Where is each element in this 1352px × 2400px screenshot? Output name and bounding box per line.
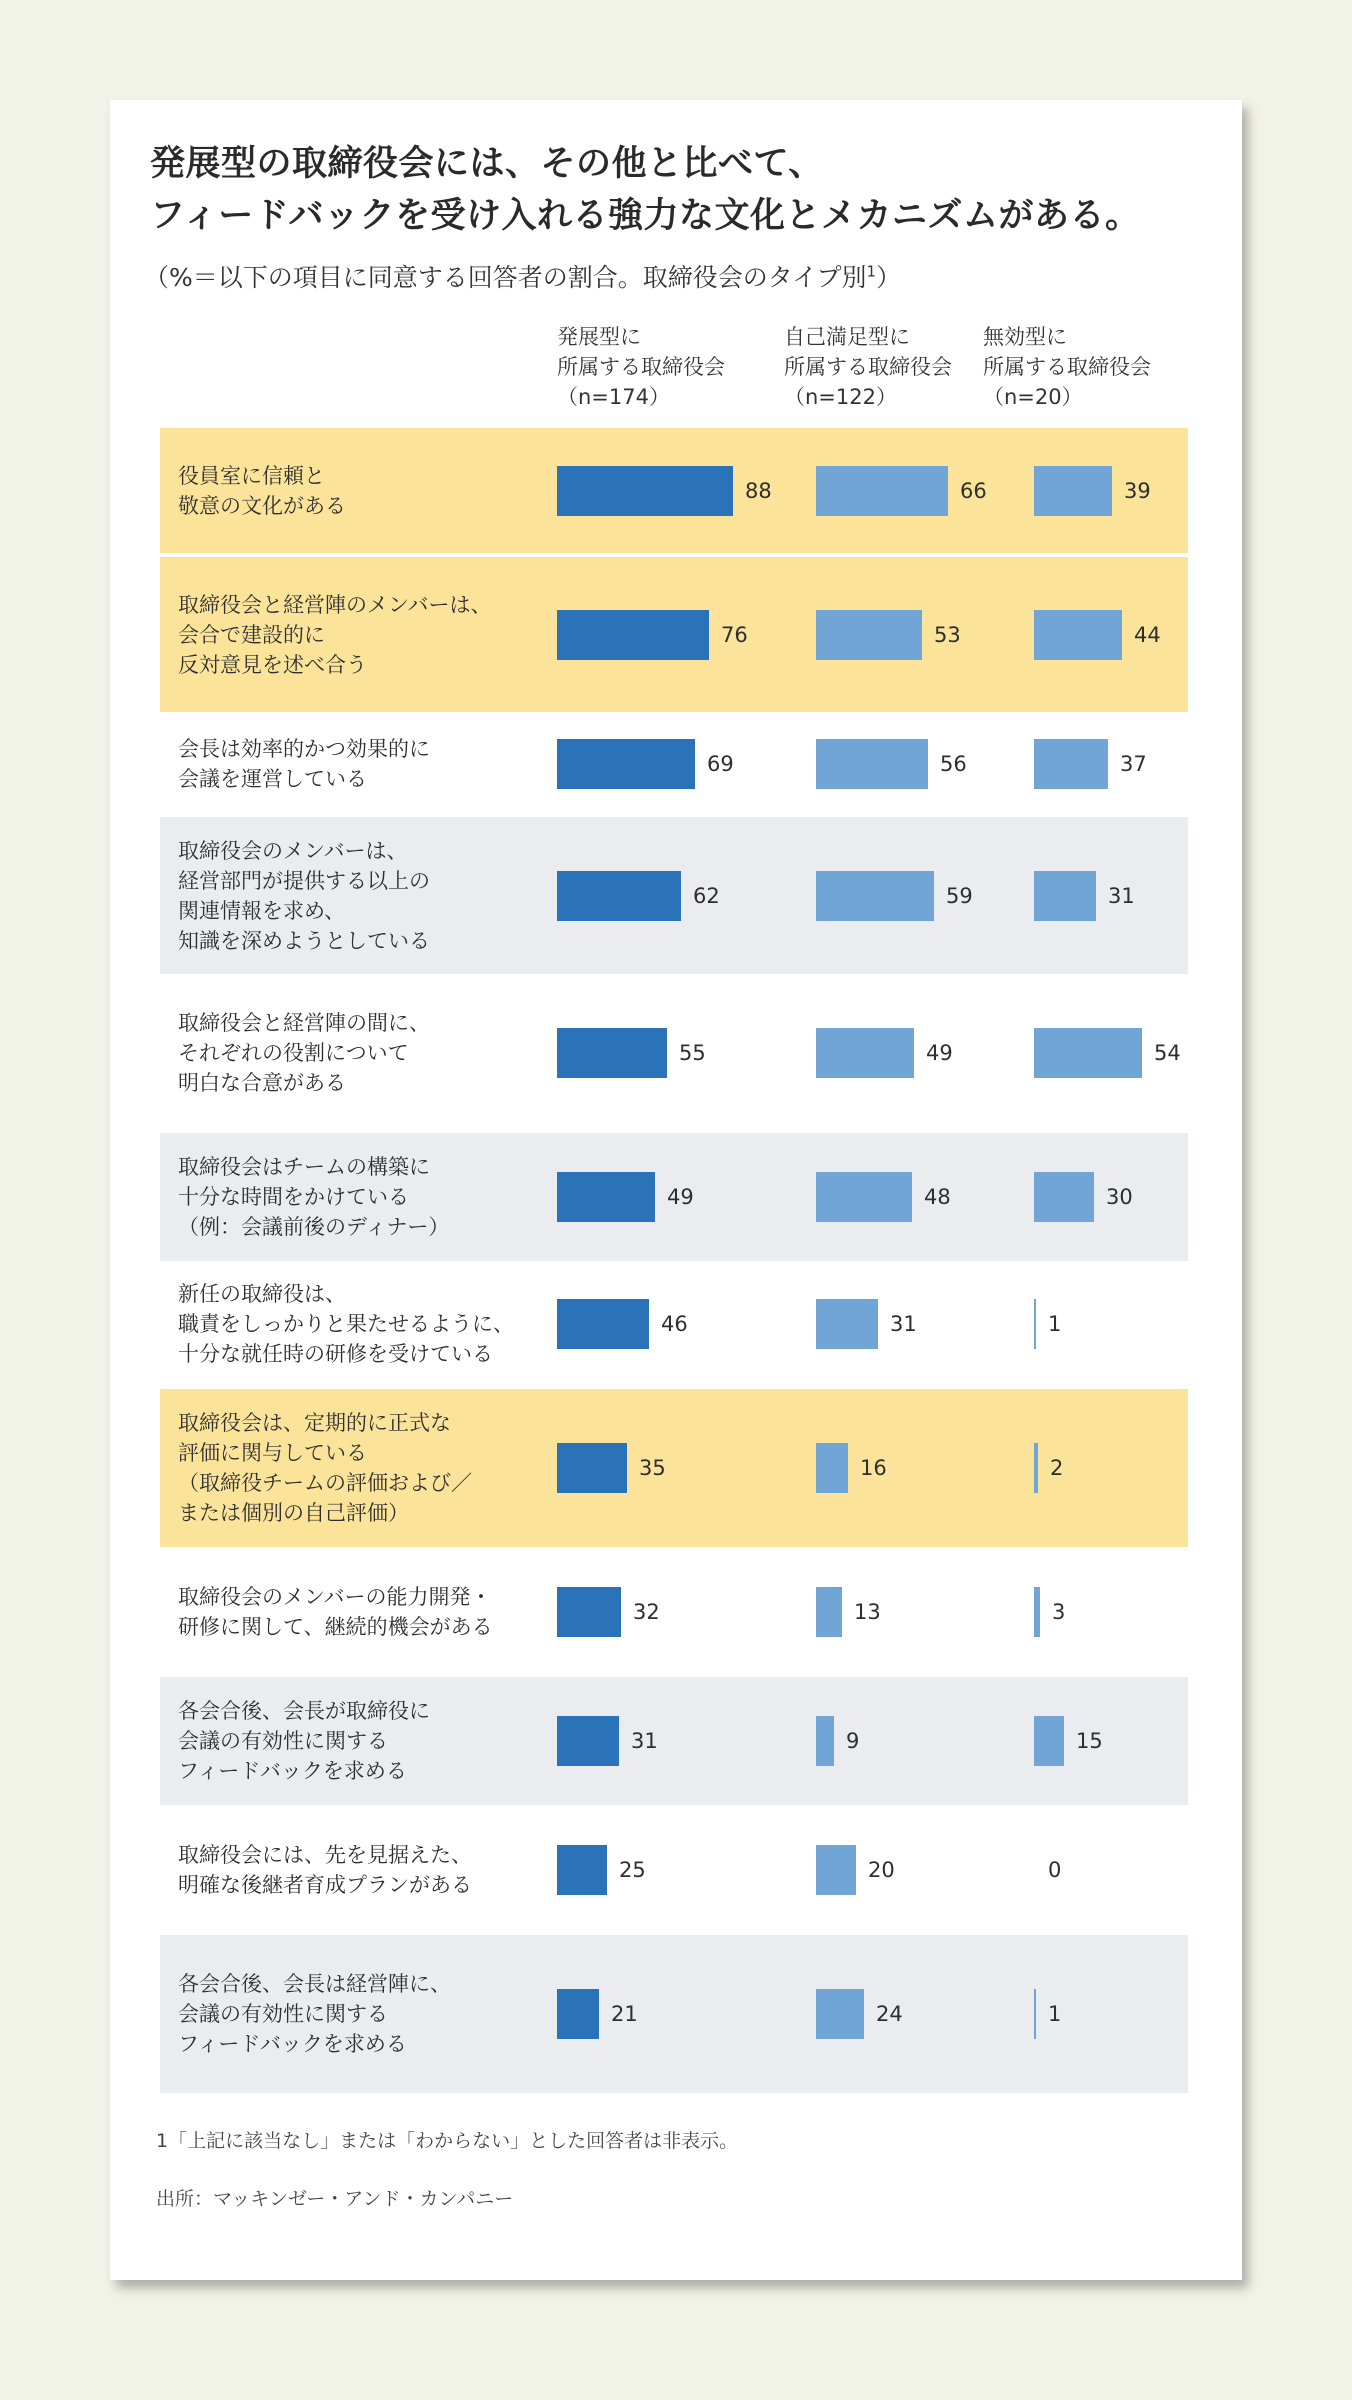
column-header-line: 無効型に [983, 325, 1067, 349]
bar-complacent [816, 739, 928, 789]
source-note: 出所：マッキンゼー・アンド・カンパニー [156, 2188, 514, 2210]
value-label-ineffective: 3 [1052, 1600, 1066, 1624]
subtitle-footnote-ref: 1 [866, 262, 877, 281]
category-label-line: それぞれの役割について [178, 1041, 409, 1065]
category-label [178, 1582, 493, 1642]
chart-row [160, 1677, 1188, 1805]
bar-developed [557, 466, 733, 516]
bar-ineffective [1034, 1443, 1038, 1493]
column-header-line: （n=20） [983, 385, 1083, 409]
value-label-complacent: 56 [940, 752, 967, 776]
value-label-complacent: 48 [924, 1185, 951, 1209]
value-label-complacent: 20 [868, 1858, 895, 1882]
bar-developed [557, 1299, 649, 1349]
title-line: 発展型の取締役会には、その他と比べて、 [150, 144, 824, 184]
bar-ineffective [1034, 466, 1112, 516]
chart-row [160, 557, 1188, 712]
category-label-line: フィードバックを求める [178, 1759, 407, 1783]
value-label-ineffective: 39 [1124, 479, 1151, 503]
category-label-line: 会合で建設的に [178, 623, 325, 647]
chart-row [160, 1133, 1188, 1261]
bar-ineffective [1034, 610, 1122, 660]
bar-complacent [816, 466, 948, 516]
category-label-line: 知識を深めようとしている [178, 929, 430, 953]
category-label-line: 各会合後、会長が取締役に [178, 1699, 430, 1723]
category-label-line: 十分な時間をかけている [178, 1185, 409, 1209]
bar-ineffective [1034, 871, 1096, 921]
bar-complacent [816, 871, 934, 921]
category-label-line: 明白な合意がある [178, 1071, 346, 1095]
category-label [178, 590, 492, 680]
column-header-line: （n=174） [557, 385, 670, 409]
bar-complacent [816, 1845, 856, 1895]
bar-ineffective [1034, 1299, 1036, 1349]
value-label-complacent: 49 [926, 1041, 953, 1065]
bar-developed [557, 1587, 621, 1637]
category-label-line: 取締役会は、定期的に正式な [178, 1411, 451, 1435]
column-header-line: 自己満足型に [784, 325, 910, 349]
category-label [178, 734, 430, 794]
bar-developed [557, 1172, 655, 1222]
category-label [178, 1152, 449, 1242]
category-label-line: 会議を運営している [178, 767, 367, 791]
chart-row [160, 1261, 1188, 1387]
value-label-complacent: 53 [934, 623, 961, 647]
bar-developed [557, 739, 695, 789]
category-label-line: 会議の有効性に関する [178, 2002, 388, 2026]
value-label-ineffective: 54 [1154, 1041, 1181, 1065]
value-label-ineffective: 30 [1106, 1185, 1133, 1209]
category-label [178, 1696, 430, 1786]
bar-developed [557, 1716, 619, 1766]
column-header-line: 所属する取締役会 [784, 355, 952, 379]
category-label-line: 取締役会はチームの構築に [178, 1155, 430, 1179]
chart-card [110, 100, 1242, 2280]
value-label-developed: 31 [631, 1729, 658, 1753]
category-label [178, 1840, 472, 1900]
category-label-line: 取締役会のメンバーは、 [178, 839, 408, 863]
category-label-line: 十分な就任時の研修を受けている [178, 1342, 493, 1366]
column-header-line: （n=122） [784, 385, 897, 409]
column-header-line: 所属する取締役会 [983, 355, 1151, 379]
value-label-complacent: 59 [946, 884, 973, 908]
bar-complacent [816, 1989, 864, 2039]
category-label-line: （取締役チームの評価および／ [178, 1471, 472, 1495]
category-label-line: 評価に関与している [178, 1441, 367, 1465]
category-label-line: 取締役会と経営陣のメンバーは、 [178, 593, 492, 617]
category-label-line: 取締役会には、先を見据えた、 [178, 1843, 472, 1867]
bar-complacent [816, 1028, 914, 1078]
category-label-line: 各会合後、会長は経営陣に、 [178, 1972, 451, 1996]
value-label-developed: 46 [661, 1312, 688, 1336]
value-label-ineffective: 0 [1048, 1858, 1062, 1882]
value-label-developed: 49 [667, 1185, 694, 1209]
category-label-line: 経営部門が提供する以上の [178, 869, 430, 893]
category-label-line: 会長は効率的かつ効果的に [178, 737, 430, 761]
chart-row [160, 1935, 1188, 2093]
value-label-developed: 62 [693, 884, 720, 908]
chart-row [160, 1389, 1188, 1547]
footnote: 1「上記に該当なし」または「わからない」とした回答者は非表示。 [156, 2130, 739, 2152]
category-label-line: 役員室に信頼と [178, 464, 325, 488]
value-label-complacent: 9 [846, 1729, 860, 1753]
value-label-ineffective: 44 [1134, 623, 1161, 647]
category-label [178, 836, 430, 956]
category-label-line: または個別の自己評価） [178, 1501, 409, 1525]
bar-developed [557, 610, 709, 660]
column-header-complacent [784, 322, 952, 412]
category-label-line: 会議の有効性に関する [178, 1729, 388, 1753]
category-label-line: フィードバックを求める [178, 2032, 407, 2056]
category-label-line: 職責をしっかりと果たせるように、 [178, 1312, 514, 1336]
bar-complacent [816, 1443, 848, 1493]
category-label-line: 取締役会と経営陣の間に、 [178, 1011, 430, 1035]
column-header-ineffective [983, 322, 1151, 412]
category-label-line: （例：会議前後のディナー） [178, 1215, 450, 1239]
category-label [178, 1008, 430, 1098]
chart-row [160, 817, 1188, 974]
bar-ineffective [1034, 739, 1108, 789]
bar-complacent [816, 1299, 878, 1349]
value-label-ineffective: 1 [1048, 1312, 1062, 1336]
bar-developed [557, 1443, 627, 1493]
chart-row [160, 975, 1188, 1130]
value-label-developed: 21 [611, 2002, 638, 2026]
category-label-line: 反対意見を述べ合う [178, 653, 367, 677]
category-label [178, 1969, 451, 2059]
bar-developed [557, 871, 681, 921]
category-label-line: 研修に関して、継続的機会がある [178, 1615, 493, 1639]
bar-complacent [816, 1587, 842, 1637]
value-label-developed: 32 [633, 1600, 660, 1624]
category-label [178, 1279, 514, 1369]
value-label-developed: 76 [721, 623, 748, 647]
value-label-developed: 55 [679, 1041, 706, 1065]
category-label [178, 461, 346, 521]
category-label-line: 新任の取締役は、 [178, 1282, 346, 1306]
title-line: フィードバックを受け入れる強力な文化とメカニズムがある。 [150, 196, 1141, 236]
value-label-complacent: 24 [876, 2002, 903, 2026]
subtitle-text: （%＝以下の項目に同意する回答者の割合。取締役会のタイプ別 [144, 263, 867, 292]
bar-ineffective [1034, 1716, 1064, 1766]
value-label-ineffective: 1 [1048, 2002, 1062, 2026]
column-header-line: 発展型に [557, 325, 641, 349]
column-header-developed [557, 322, 725, 412]
value-label-ineffective: 37 [1120, 752, 1147, 776]
value-label-ineffective: 15 [1076, 1729, 1103, 1753]
value-label-developed: 25 [619, 1858, 646, 1882]
value-label-complacent: 13 [854, 1600, 881, 1624]
category-label-line: 敬意の文化がある [178, 494, 346, 518]
value-label-ineffective: 2 [1050, 1456, 1064, 1480]
bar-complacent [816, 610, 922, 660]
bar-complacent [816, 1172, 912, 1222]
category-label-line: 取締役会のメンバーの能力開発・ [178, 1585, 492, 1609]
value-label-ineffective: 31 [1108, 884, 1135, 908]
value-label-developed: 69 [707, 752, 734, 776]
bar-ineffective [1034, 1989, 1036, 2039]
chart-title [150, 138, 1220, 242]
bar-complacent [816, 1716, 834, 1766]
category-label-line: 明確な後継者育成プランがある [178, 1873, 472, 1897]
bar-ineffective [1034, 1172, 1094, 1222]
value-label-developed: 88 [745, 479, 772, 503]
bar-developed [557, 1845, 607, 1895]
chart-row [160, 713, 1188, 815]
bar-ineffective [1034, 1587, 1040, 1637]
column-header-line: 所属する取締役会 [557, 355, 725, 379]
chart-row [160, 428, 1188, 553]
chart-row [160, 1549, 1188, 1675]
category-label [178, 1408, 472, 1528]
bar-ineffective [1034, 1028, 1142, 1078]
value-label-complacent: 31 [890, 1312, 917, 1336]
bar-developed [557, 1989, 599, 2039]
subtitle-end: ） [876, 263, 902, 292]
chart-row [160, 1807, 1188, 1933]
chart-subtitle [144, 258, 901, 294]
value-label-complacent: 16 [860, 1456, 887, 1480]
bar-developed [557, 1028, 667, 1078]
category-label-line: 関連情報を求め、 [178, 899, 346, 923]
value-label-developed: 35 [639, 1456, 666, 1480]
value-label-complacent: 66 [960, 479, 987, 503]
